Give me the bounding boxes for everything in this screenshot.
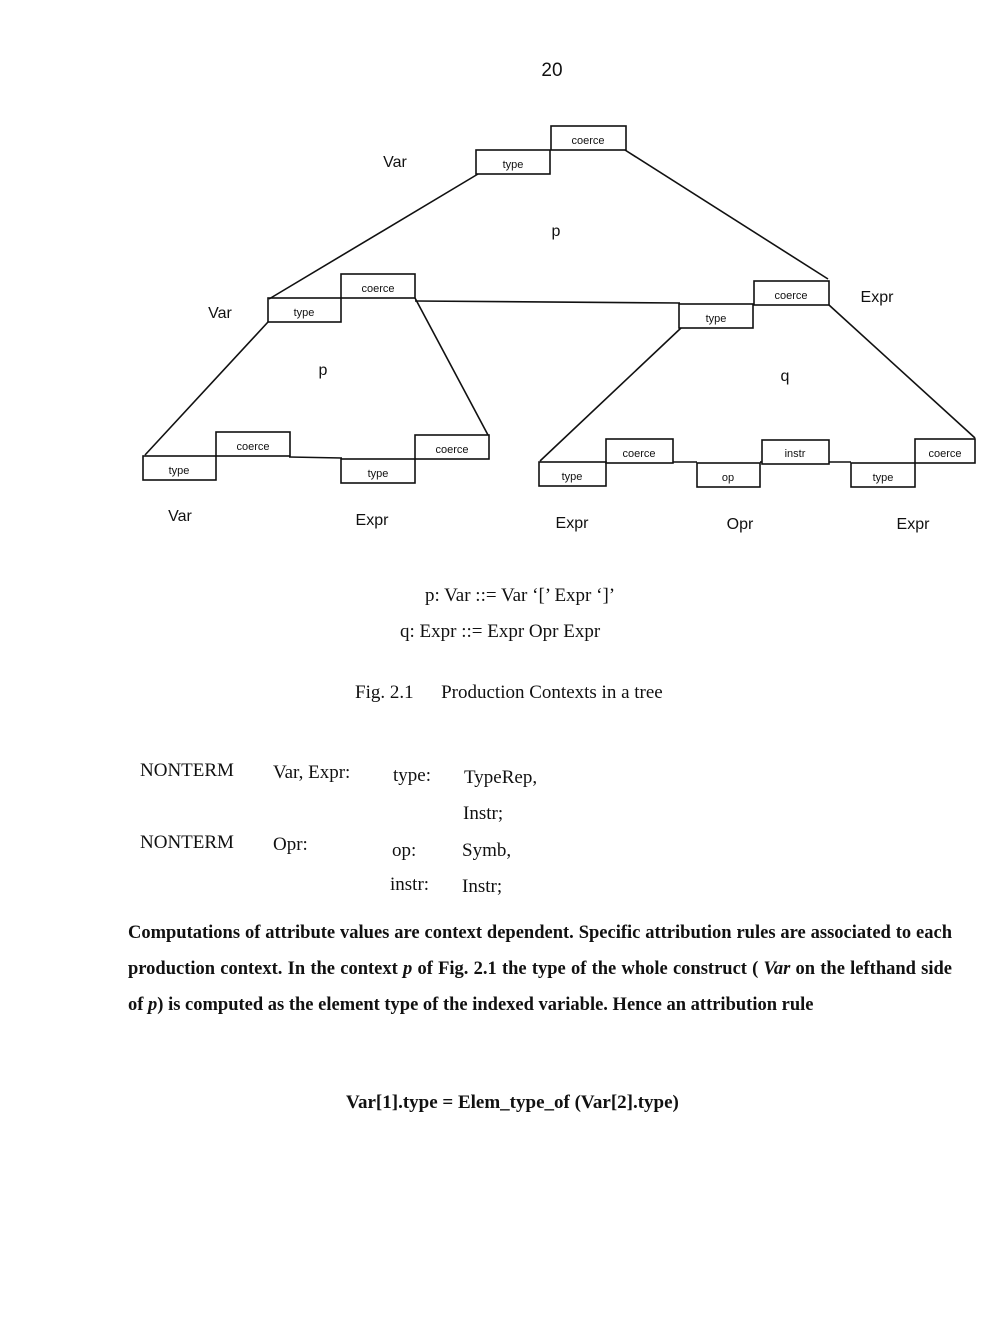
paragraph-italic: p	[402, 959, 413, 979]
attr-box-label: type	[168, 465, 190, 477]
node-label: Var	[383, 154, 407, 171]
context-label-p: p	[551, 223, 561, 240]
attr-box-label: type	[872, 472, 894, 484]
node-label: Var	[168, 508, 192, 525]
decl-keyword: NONTERM	[140, 832, 234, 853]
node-label: Expr	[555, 515, 589, 532]
context-label-q: q	[780, 368, 790, 385]
production-p: p: Var ::= Var ‘[’ Expr ‘]’	[425, 585, 616, 606]
production-q: q: Expr ::= Expr Opr Expr	[400, 621, 601, 642]
attribution-rule-formula: Var[1].type = Elem_type_of (Var[2].type)	[346, 1092, 679, 1113]
paragraph-italic: Var	[763, 959, 791, 979]
decl-attr: instr:	[390, 874, 430, 895]
attr-box-label: coerce	[774, 290, 808, 302]
production-context-tree	[0, 0, 1000, 560]
decl-names: Opr:	[273, 834, 308, 855]
body-paragraph	[128, 915, 952, 1023]
attr-box-label: coerce	[236, 441, 270, 453]
paragraph-italic: p	[148, 995, 158, 1015]
figure-title: Production Contexts in a tree	[441, 682, 663, 703]
attr-box-label: instr	[784, 448, 806, 460]
attr-box-label: type	[502, 159, 524, 171]
node-label: Expr	[896, 516, 930, 533]
figure-caption	[355, 682, 663, 704]
top-var-node	[383, 126, 626, 174]
leaf-expr-node-1	[341, 435, 489, 483]
mid-var-node	[208, 274, 415, 322]
node-label: Var	[208, 305, 232, 322]
node-label: Expr	[860, 289, 894, 306]
attr-box-label: type	[561, 471, 583, 483]
leaf-var-node	[143, 432, 290, 480]
attr-box-label: coerce	[435, 444, 469, 456]
attr-box-label: type	[705, 313, 727, 325]
node-label: Opr	[726, 516, 754, 533]
leaf-expr-node-3	[851, 439, 975, 487]
attr-box-label: coerce	[622, 448, 656, 460]
leaf-expr-node-2	[539, 439, 673, 486]
decl-type: Instr;	[463, 803, 504, 824]
node-label: Expr	[355, 512, 389, 529]
decl-type: Symb,	[462, 840, 512, 861]
leaf-opr-node	[697, 440, 829, 487]
attr-box-label: op	[721, 472, 735, 484]
attr-box-label: coerce	[571, 135, 605, 147]
figure-number: Fig. 2.1	[355, 682, 414, 703]
attr-box-label: type	[367, 468, 389, 480]
page-number: 20	[541, 60, 563, 81]
decl-names: Var, Expr:	[273, 762, 351, 783]
attr-box-label: type	[293, 307, 315, 319]
decl-keyword: NONTERM	[140, 760, 234, 781]
paragraph-text: of Fig. 2.1 the type of the whole construct (	[412, 959, 764, 979]
attr-box-label: coerce	[361, 283, 395, 295]
context-label-p: p	[318, 362, 328, 379]
paragraph-text: ) is computed as the element type of the indexed variable. Hence an attribution rule	[157, 995, 814, 1015]
paragraph-text: Computations of attribute values are context dependent. Specific attribution rules are associated to each production context. In the context	[128, 923, 952, 979]
attr-box-label: coerce	[928, 448, 962, 460]
decl-attr: op:	[392, 840, 417, 861]
decl-type: TypeRep,	[464, 767, 538, 788]
decl-type: Instr;	[462, 876, 503, 897]
decl-attr: type:	[393, 765, 431, 786]
paragraph-text: on the lefthand side of	[128, 959, 953, 1015]
mid-expr-node	[679, 281, 894, 328]
